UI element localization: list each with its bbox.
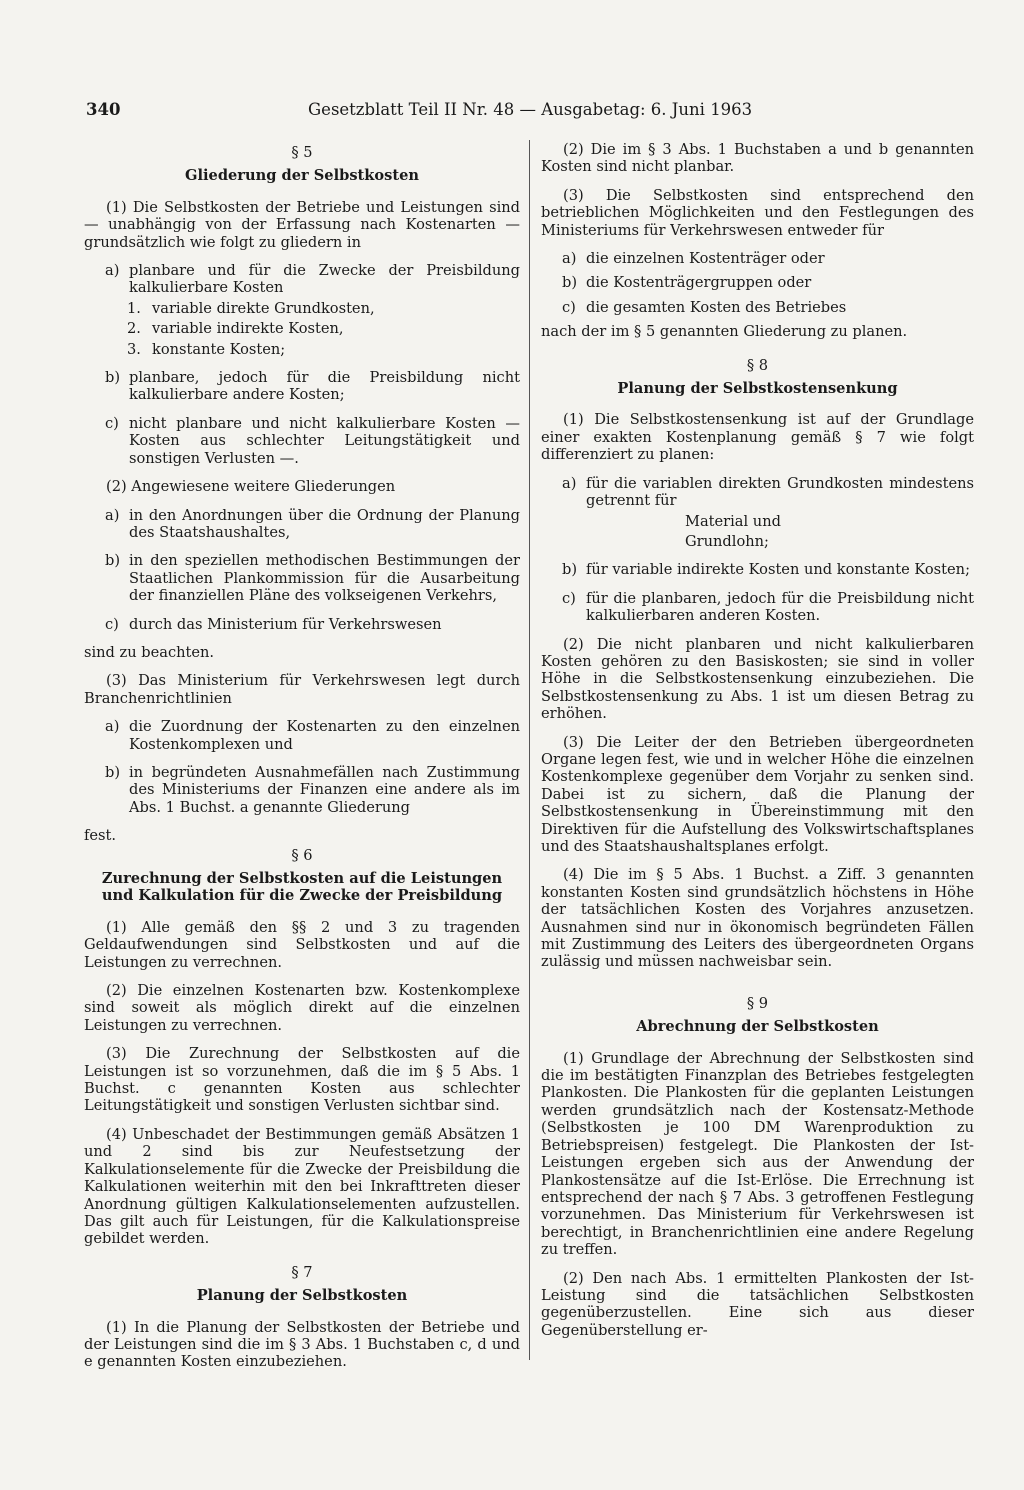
sub-list-item: Grundlohn;	[685, 532, 769, 550]
list-item: c) für die planbaren, jedoch für die Preisbildung nicht kalkulierbaren anderen Kosten.	[562, 589, 974, 625]
paragraph: fest.	[84, 827, 117, 845]
paragraph: (2) Die im § 3 Abs. 1 Buchstaben a und b genannten Kosten sind nicht planbar.	[541, 141, 974, 176]
section-7-title: Planung der Selbstkosten	[196, 1287, 408, 1305]
page-header	[86, 100, 766, 124]
section-8-heading: § 8	[746, 356, 769, 374]
paragraph: (3) Die Selbstkosten sind entsprechend den betrieblichen Möglichkeiten und den Festlegungen des Ministeriums für Verkehrswesen entweder für	[541, 186, 974, 239]
column-divider	[529, 140, 530, 1360]
sub-list-item: Material und	[685, 512, 781, 530]
list-item: b) planbare, jedoch für die Preisbildung nicht kalkulierbare andere Kosten;	[105, 369, 520, 404]
paragraph: (1) Grundlage der Abrechnung der Selbstkosten sind die im bestätigten Finanzplan des Betriebes festgelegten Plankosten. Die Plankosten für die geplanten Leistungen werden grundsätzlich nach der Kostensatz-Methode (Selbstkosten je 100 DM Warenproduktion zu Betriebspreisen) festgelegt. Die Plankosten der Ist-Leistungen ergeben sich aus der Anwendung der Plankostensätze auf die Ist-Erlöse. Die Errechnung ist entsprechend der nach § 7 Abs. 3 getroffenen Festlegung vorzunehmen. Das Ministerium für Verkehrswesen ist berechtigt, in Branchenrichtlinien eine andere Regelung zu treffen.	[541, 1049, 974, 1259]
list-item: a) in den Anordnungen über die Ordnung der Planung des Staatshaushaltes,	[105, 506, 520, 541]
paragraph: (2) Die einzelnen Kostenarten bzw. Kostenkomplexe sind soweit als möglich direkt auf die einzelnen Leistungen zu verrechnen.	[84, 982, 520, 1034]
list-item: a) planbare und für die Zwecke der Preisbildung kalkulierbare Kosten	[105, 262, 520, 297]
list-item: c) durch das Ministerium für Verkehrswesen	[105, 615, 442, 633]
paragraph: (1) Die Selbstkosten der Betriebe und Leistungen sind — unabhängig von der Erfassung nach Kostenarten — grundsätzlich wie folgt zu gliedern in	[84, 198, 520, 251]
paragraph: (2) Die nicht planbaren und nicht kalkulierbaren Kosten gehören zu den Basiskosten; sie sind in voller Höhe in die Selbstkostensenkung einzubeziehen. Die Selbstkostensenkung zu Abs. 1 ist um diesen Betrag zu erhöhen.	[541, 635, 974, 723]
sub-list-item: 2. variable indirekte Kosten,	[127, 320, 344, 338]
section-7-heading: § 7	[291, 1263, 313, 1281]
publication-title: Gesetzblatt Teil II Nr. 48 — Ausgabetag: 6. Juni 1963	[308, 100, 753, 119]
list-item: b) in den speziellen methodischen Bestimmungen der Staatlichen Plankommission für die Ausarbeitung der finanziellen Pläne des volkseigenen Verkehrs,	[105, 552, 520, 605]
paragraph: (2) Den nach Abs. 1 ermittelten Plankosten der Ist-Leistung sind die tatsächlichen Selbstkosten gegenüberzustellen. Eine sich aus dieser Gegenüberstellung er-	[541, 1269, 974, 1339]
left-column	[84, 141, 520, 1382]
section-6-heading: § 6	[291, 846, 313, 864]
section-8-title: Planung der Selbstkostensenkung	[617, 380, 898, 398]
list-item: b) für variable indirekte Kosten und konstante Kosten;	[562, 561, 970, 579]
list-item: b) die Kostenträgergruppen oder	[562, 274, 812, 292]
section-5-title: Gliederung der Selbstkosten	[184, 167, 419, 185]
list-item: c) nicht planbare und nicht kalkulierbare Kosten — Kosten aus schlechter Leitungstätigkeit und sonstigen Verlusten —.	[105, 414, 520, 467]
section-9-title: Abrechnung der Selbstkosten	[636, 1018, 879, 1036]
paragraph: (4) Die im § 5 Abs. 1 Buchst. a Ziff. 3 genannten konstanten Kosten sind grundsätzlich höchstens in Höhe der tatsächlichen Kosten des Vorjahres anzusetzen. Ausnahmen sind nur in ökonomisch begründeten Fällen mit Zustimmung des Leiters des übergeordneten Organs zulässig und müssen nachweisbar sein.	[541, 866, 974, 971]
paragraph: (1) Die Selbstkostensenkung ist auf der Grundlage einer exakten Kostenplanung gemäß § 7 wie folgt differenziert zu planen:	[541, 411, 974, 464]
paragraph: (3) Das Ministerium für Verkehrswesen legt durch Branchenrichtlinien	[84, 672, 520, 707]
right-column	[541, 141, 974, 1350]
paragraph: (1) In die Planung der Selbstkosten der Betriebe und der Leistungen sind die im § 3 Abs. 1 Buchstaben c, d und e genannten Kosten einzubeziehen.	[84, 1318, 520, 1371]
page-number: 340	[86, 100, 121, 119]
list-item: a) die einzelnen Kostenträger oder	[562, 250, 825, 268]
paragraph: nach der im § 5 genannten Gliederung zu planen.	[541, 323, 908, 341]
list-item: a) die Zuordnung der Kostenarten zu den einzelnen Kostenkomplexen und	[105, 718, 520, 753]
paragraph: (3) Die Zurechnung der Selbstkosten auf die Leistungen ist so vorzunehmen, daß die im § 5 Abs. 1 Buchst. c genannten Kosten aus schlechter Leitungstätigkeit und sonstigen Verlusten sichtbar sind.	[84, 1045, 520, 1115]
paragraph: (4) Unbeschadet der Bestimmungen gemäß Absätzen 1 und 2 sind bis zur Neufestsetzung der Kalkulationselemente für die Zwecke der Preisbildung die Kalkulationen weiterhin mit den bei Inkrafttreten dieser Anordnung gültigen Kalkulationselementen aufzustellen. Das gilt auch für Leistungen, für die Kalkulationspreise gebildet werden.	[84, 1125, 520, 1248]
list-item: b) in begründeten Ausnahmefällen nach Zustimmung des Ministeriums der Finanzen eine andere als im Abs. 1 Buchst. a genannte Gliederung	[105, 763, 520, 816]
sub-list-item: 3. konstante Kosten;	[127, 340, 286, 358]
section-6-title: Zurechnung der Selbstkosten auf die Leistungen und Kalkulation für die Zwecke der Preisbildung	[101, 870, 503, 905]
paragraph: (3) Die Leiter der den Betrieben übergeordneten Organe legen fest, wie und in welcher Höhe die einzelnen Kostenkomplexe gegenüber dem Vorjahr zu senken sind. Dabei ist zu sichern, daß die Planung der Selbstkostensenkung in Übereinstimmung mit den Direktiven für die Aufstellung des Volkswirtschaftsplanes und des Staatshaushaltsplanes erfolgt.	[541, 733, 974, 855]
list-item: c) die gesamten Kosten des Betriebes	[562, 298, 847, 316]
paragraph: sind zu beachten.	[84, 643, 215, 661]
section-5-heading: § 5	[291, 144, 313, 161]
sub-list-item: 1. variable direkte Grundkosten,	[127, 299, 375, 317]
paragraph: (2) Angewiesene weitere Gliederungen	[106, 478, 396, 496]
list-item: a) für die variablen direkten Grundkosten mindestens getrennt für	[562, 474, 974, 510]
paragraph: (1) Alle gemäß den §§ 2 und 3 zu tragenden Geldaufwendungen sind Selbstkosten und auf die Leistungen zu verrechnen.	[84, 918, 520, 971]
section-9-heading: § 9	[746, 994, 769, 1012]
